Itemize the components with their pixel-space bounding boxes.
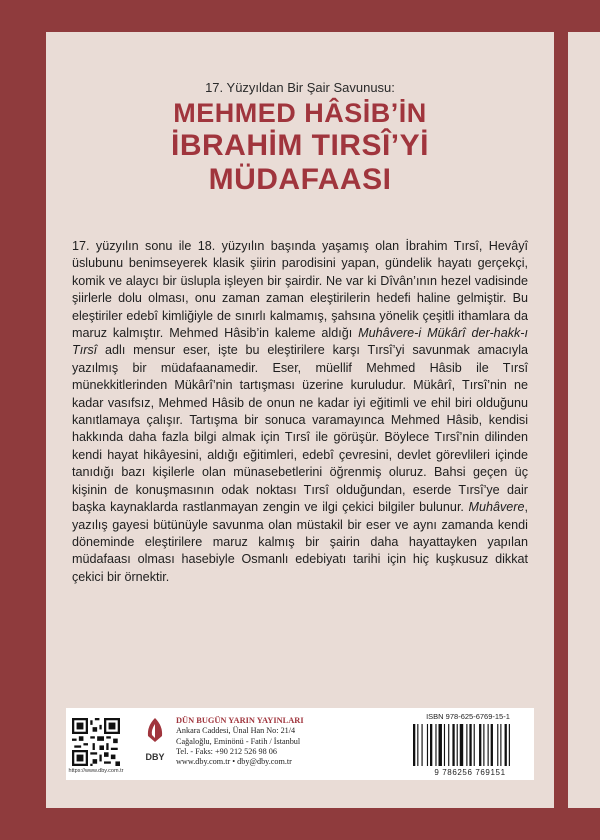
title-line-3: MÜDAFAASI xyxy=(208,163,392,196)
blurb-part-3: , yazılış gayesi bütünüyle savunma olan müstakil bir eser ve aynı zamanda kendi döneminde eleştirilere maruz kalmış bir şairin daha hayattayken yapılan müdafaası olması hasebiyle Osmanlı edebiyatı tarihi için hiç kuşkusuz dikkat çekici bir örnektir. xyxy=(72,500,528,584)
back-cover xyxy=(46,32,554,808)
adjacent-page xyxy=(568,32,600,808)
web-email: www.dby.com.tr • dby@dby.com.tr xyxy=(176,757,292,767)
publisher-info xyxy=(176,716,306,767)
logo-text: DBY xyxy=(145,752,165,762)
address-line-1: Ankara Caddesi, Ünal Han No: 21/4 xyxy=(176,726,296,736)
blurb-part-2: adlı mensur eser, işte bu eleştirilere karşı Tırsî’yi savunmak amacıyla yazılmış bir müdafaanamedir. Eser, müellif Mehmed Hâsib ile Tırsî münekkitlerinden Mükârî’nin tartışması üzerine kuruludur. Mükârî, Tırsî’nin ne kadar vasıfsız, Mehmed Hâsib de onun ne kadar iyi eğitimli ve ehil biri olduğunu kanıtlamaya çalışır. Tartışma bir sonuca varamayınca Mehmed Hâsib, kendisi hakkında daha fazla bilgi almak için Tırsî ile görüşür. Böylece Tırsî’nin dilinden kendi hayat hikâyesini, aldığı eğitimleri, edebî çevresini, devlet görevlileri içinde tanıdığı bazı kişilerle olan münasebetlerini öğrenmiş oluruz. Bahsi geçen üç kişinin de konuşmasının odak noktası Tırsî olduğundan, eserde Tırsî’ye dair başka kaynaklarda rastlanmayan zengin ve ilgi çekici bilgiler bulunur. xyxy=(72,343,528,515)
isbn-digits: 9 786256 769151 xyxy=(434,768,506,777)
publisher-footer xyxy=(66,708,534,780)
publisher-logo-icon xyxy=(142,716,168,772)
barcode-icon xyxy=(411,724,529,766)
qr-url: https://www.dby.com.tr xyxy=(68,768,124,774)
phone: Tel. - Faks: +90 212 526 98 06 xyxy=(176,746,277,756)
work-short-title: Muhâvere xyxy=(468,500,525,515)
blurb-part-1: 17. yüzyılın sonu ile 18. yüzyılın başında yaşamış olan İbrahim Tırsî, Hevâyî üslubunu benimseyerek klasik şiirin parodisini yapan, gündelik hayatı gerçekçi, komik ve alaycı bir üslupla işleyen bir şairdir. Ne var ki Dîvân’ının hezel vadisinde şiirlerle dolu olması, onu zaman zaman eleştirilerin hedefi haline gelmiştir. Bu eleştiriler edebî kimliğiyle de sınırlı kalmamış, şahsına yönelik çeşitli ithamlara da maruz kalmıştır. Mehmed Hâsib’in kaleme aldığı xyxy=(72,239,528,341)
address-line-2: Cağaloğlu, Eminönü - Fatih / İstanbul xyxy=(176,736,301,746)
qr-code-icon xyxy=(72,718,120,766)
title-line-2: İBRAHİM TIRSÎ’Yİ xyxy=(170,129,429,162)
isbn-label: ISBN 978-625-6769-15-1 xyxy=(426,712,510,721)
work-title: Muhâvere-i Mükârî der-hakk-ı Tırsî xyxy=(72,326,528,358)
publisher-name: DÜN BUGÜN YARIN YAYINLARI xyxy=(176,716,304,725)
title-line-1: MEHMED HÂSİB’İN xyxy=(173,98,427,128)
blurb-text xyxy=(72,238,528,586)
subtitle: 17. Yüzyıldan Bir Şair Savunusu: xyxy=(205,80,395,95)
